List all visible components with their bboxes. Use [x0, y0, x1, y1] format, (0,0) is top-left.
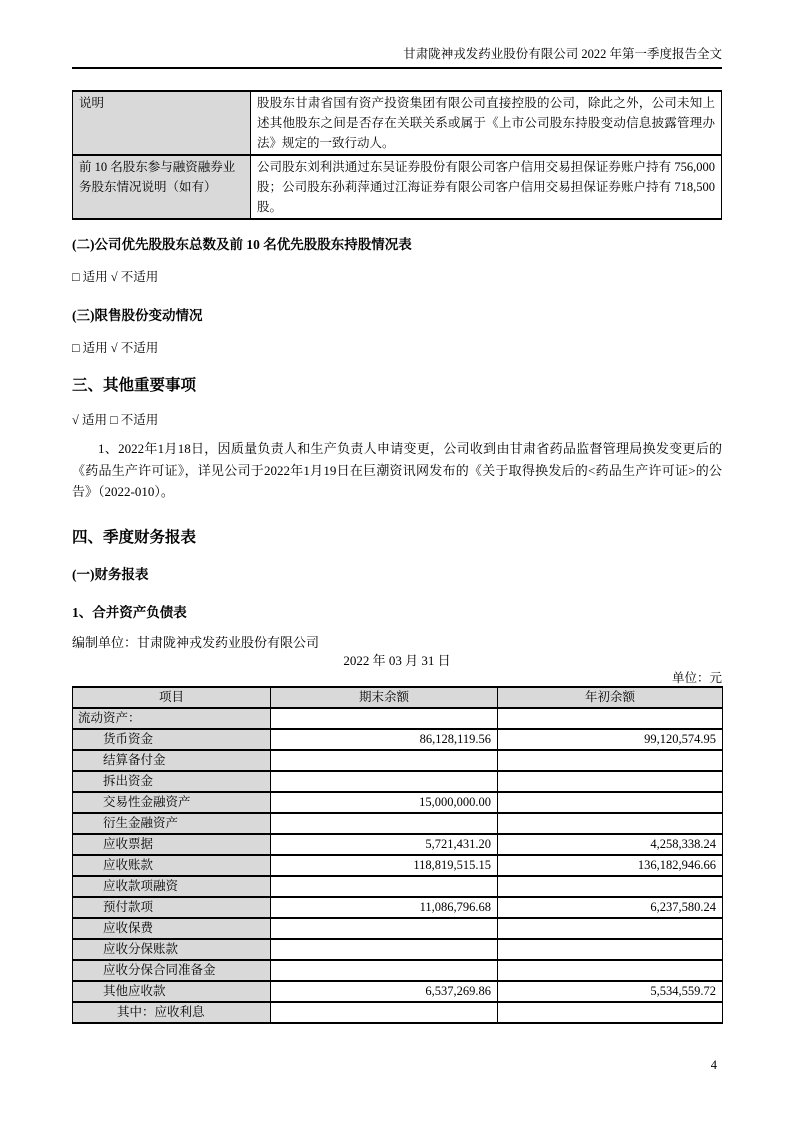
- item-cell: 应收账款: [73, 855, 271, 876]
- table-row: [73, 876, 723, 897]
- table-row: [73, 813, 723, 834]
- header-title: 甘肃陇神戎发药业股份有限公司 2022 年第一季度报告全文: [403, 47, 722, 61]
- table-row: [73, 155, 722, 219]
- note-label-cell: 说明: [73, 91, 251, 155]
- applicability-line: □ 适用 √ 不适用: [72, 341, 159, 355]
- item-cell: 拆出资金: [73, 771, 271, 792]
- table-row: [73, 918, 723, 939]
- beginning-balance-cell: 99,120,574.95: [498, 729, 723, 750]
- section-heading-preferred-shares: (二)公司优先股股东总数及前 10 名优先股股东持股情况表: [72, 237, 412, 252]
- ending-balance-cell: [271, 771, 498, 792]
- ending-balance-cell: [271, 813, 498, 834]
- table-row: [73, 729, 723, 750]
- item-cell: 应收票据: [73, 834, 271, 855]
- section-heading-other-matters: 三、其他重要事项: [72, 377, 197, 394]
- subsection-heading-financial-statements: (一)财务报表: [72, 566, 149, 582]
- beginning-balance-cell: [498, 1002, 723, 1023]
- balance-sheet-header-row: [73, 687, 723, 708]
- beginning-balance-cell: [498, 792, 723, 813]
- ending-balance-cell: [271, 876, 498, 897]
- item-cell: 预付款项: [73, 897, 271, 918]
- ending-balance-cell: 118,819,515.15: [271, 855, 498, 876]
- column-header-ending-balance: 期末余额: [271, 687, 498, 708]
- table-row: [73, 708, 723, 729]
- unit-line: 单位：元: [671, 670, 722, 685]
- beginning-balance-cell: [498, 750, 723, 771]
- beginning-balance-cell: 6,237,580.24: [498, 897, 723, 918]
- beginning-balance-cell: [498, 708, 723, 729]
- table-row: [73, 771, 723, 792]
- section-heading-quarterly-statements: 四、季度财务报表: [72, 528, 197, 546]
- item-cell: 结算备付金: [73, 750, 271, 771]
- item-cell: 流动资产：: [73, 708, 271, 729]
- table-row: [73, 939, 723, 960]
- page-content: [72, 0, 722, 1024]
- prepared-by-line: 编制单位：甘肃陇神戎发药业股份有限公司: [72, 634, 320, 650]
- page-number: 4: [710, 1058, 717, 1072]
- note-content-cell: 公司股东刘利洪通过东吴证券股份有限公司客户信用交易担保证券账户持有 756,000 股；公司股东孙莉萍通过江海证券有限公司客户信用交易担保证券账户持有 718,500 股。: [251, 155, 722, 219]
- table-row: [73, 750, 723, 771]
- beginning-balance-cell: [498, 918, 723, 939]
- ending-balance-cell: [271, 750, 498, 771]
- beginning-balance-cell: 4,258,338.24: [498, 834, 723, 855]
- item-cell: 货币资金: [73, 729, 271, 750]
- table-row: [73, 1002, 723, 1023]
- beginning-balance-cell: 136,182,946.66: [498, 855, 723, 876]
- ending-balance-cell: 15,000,000.00: [271, 792, 498, 813]
- ending-balance-cell: [271, 708, 498, 729]
- other-matters-paragraph: 1、2022年1月18日，因质量负责人和生产负责人申请变更，公司收到由甘肃省药品监督管理局换发变更后的《药品生产许可证》，详见公司于2022年1月19日在巨潮资讯网发布的《关于取得换发后的<药品生产许可证>的公告》（2022-010）。: [72, 441, 722, 499]
- ending-balance-cell: [271, 918, 498, 939]
- table-row: [73, 981, 723, 1002]
- applicability-line: □ 适用 √ 不适用: [72, 270, 159, 284]
- ending-balance-cell: [271, 939, 498, 960]
- page-header: [72, 46, 722, 69]
- item-cell: 应收分保账款: [73, 939, 271, 960]
- table-row: [73, 897, 723, 918]
- column-header-item: 项目: [73, 687, 271, 708]
- item-cell: 其中：应收利息: [73, 1002, 271, 1023]
- column-header-beginning-balance: 年初余额: [498, 687, 723, 708]
- item-cell: 应收保费: [73, 918, 271, 939]
- table-row: [73, 855, 723, 876]
- ending-balance-cell: 6,537,269.86: [271, 981, 498, 1002]
- item-cell: 交易性金融资产: [73, 792, 271, 813]
- report-date-line: 2022 年 03 月 31 日: [343, 652, 451, 668]
- beginning-balance-cell: [498, 960, 723, 981]
- item-cell: 应收款项融资: [73, 876, 271, 897]
- beginning-balance-cell: 5,534,559.72: [498, 981, 723, 1002]
- table-row: [73, 792, 723, 813]
- balance-sheet-table: [72, 686, 723, 1024]
- note-content-cell: 股股东甘肃省国有资产投资集团有限公司直接控股的公司，除此之外，公司未知上述其他股东之间是否存在关联关系或属于《上市公司股东持股变动信息披露管理办法》规定的一致行动人。: [251, 91, 722, 155]
- applicability-line: √ 适用 □ 不适用: [72, 413, 159, 427]
- table-heading-balance-sheet: 1、合并资产负债表: [72, 604, 187, 620]
- table-row: [73, 91, 722, 155]
- beginning-balance-cell: [498, 771, 723, 792]
- item-cell: 衍生金融资产: [73, 813, 271, 834]
- ending-balance-cell: [271, 960, 498, 981]
- table-row: [73, 834, 723, 855]
- beginning-balance-cell: [498, 813, 723, 834]
- shareholder-notes-table: [72, 90, 722, 220]
- item-cell: 其他应收款: [73, 981, 271, 1002]
- ending-balance-cell: 5,721,431.20: [271, 834, 498, 855]
- beginning-balance-cell: [498, 939, 723, 960]
- table-row: [73, 960, 723, 981]
- beginning-balance-cell: [498, 876, 723, 897]
- ending-balance-cell: [271, 1002, 498, 1023]
- item-cell: 应收分保合同准备金: [73, 960, 271, 981]
- section-heading-restricted-shares: (三)限售股份变动情况: [72, 308, 203, 323]
- note-label-cell: 前 10 名股东参与融资融券业务股东情况说明（如有）: [73, 155, 251, 219]
- ending-balance-cell: 86,128,119.56: [271, 729, 498, 750]
- ending-balance-cell: 11,086,796.68: [271, 897, 498, 918]
